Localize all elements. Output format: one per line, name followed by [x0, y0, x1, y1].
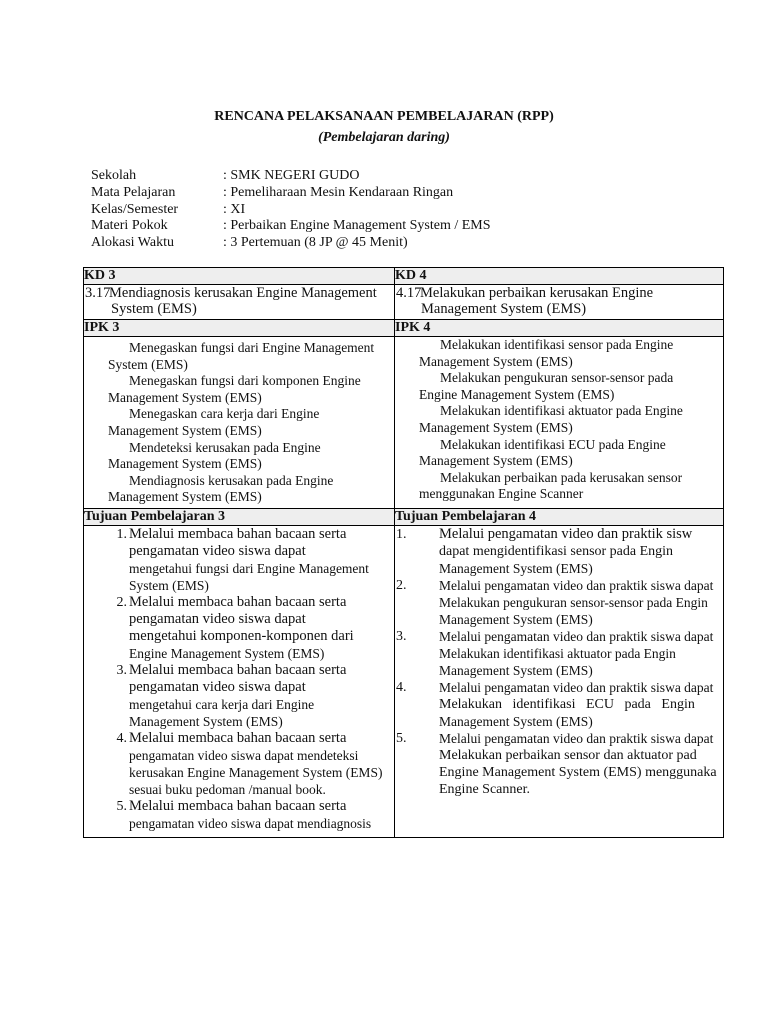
info-label: Sekolah: [91, 168, 137, 183]
ipk4-item: Melakukan pengukuran sensor-sensor pada Engine Management System (EMS): [419, 370, 674, 402]
ipk4-item: Melakukan identifikasi aktuator pada Engine Management System (EMS): [419, 403, 683, 435]
tp4-header: Tujuan Pembelajaran 4: [395, 508, 724, 525]
ipk3-item: Menegaskan cara kerja dari Engine Management System (EMS): [108, 406, 320, 438]
tp4-item: 3. Melalui pengamatan video dan praktik siswa dapat Melakukan identifikasi aktuator pada Engin Management System (EMS): [396, 628, 714, 678]
ipk3-item: Mendeteksi kerusakan pada Engine Management System (EMS): [108, 439, 321, 472]
kd3-cell: [84, 285, 395, 320]
kd-header-row: [84, 268, 724, 285]
info-value: : Perbaikan Engine Management System / EMS: [223, 218, 491, 234]
info-value: : XI: [223, 201, 246, 217]
tp3-item: 2. Melalui membaca bahan bacaan serta pengamatan video siswa dapat mengetahui komponen-komponen dari Engine Management System (EMS): [116, 593, 354, 661]
tp3-item: 1. Melalui membaca bahan bacaan serta pengamatan video siswa dapat mengetahui fungsi dari Engine Management System (EMS): [116, 525, 369, 593]
kd4-text-line2: Management System (EMS): [421, 301, 587, 317]
tp3-item: 4. Melalui membaca bahan bacaan serta pengamatan video siswa dapat mendeteksi kerusakan Engine Management System (EMS) sesuai buku pedoman /manual book.: [116, 729, 383, 797]
ipk4-item: Melakukan identifikasi ECU pada Engine Management System (EMS): [419, 436, 666, 469]
kd3-text-line1: Mendiagnosis kerusakan Engine Management: [109, 285, 377, 301]
kd-row: [84, 285, 724, 320]
tp3-item: 3. Melalui membaca bahan bacaan serta pengamatan video siswa dapat mengetahui cara kerja dari Engine Management System (EMS): [116, 661, 347, 729]
info-label: Mata Pelajaran: [91, 184, 176, 200]
tp4-cell: [395, 525, 724, 837]
tp-header-row: [84, 508, 724, 525]
tp4-item: 2. Melalui pengamatan video dan praktik siswa dapat Melakukan pengukuran sensor-sensor pada Engin Management System (EMS): [396, 577, 714, 627]
info-row: [91, 235, 491, 252]
info-block: [91, 168, 491, 252]
document-subtitle: (Pembelajaran daring): [318, 130, 450, 145]
kd4-cell: [395, 285, 724, 320]
tp4-item: 5. Melalui pengamatan video dan praktik siswa dapat Melakukan perbaikan sensor dan aktuator pad Engine Management System (EMS) menggunaka Engine Scanner.: [396, 730, 717, 797]
tp3-cell: [84, 525, 395, 837]
kd4-header: KD 4: [395, 268, 724, 285]
ipk3-item: Menegaskan fungsi dari Engine Management System (EMS): [108, 340, 375, 372]
tp4-item: 1. Melalui pengamatan video dan praktik sisw dapat mengidentifikasi sensor pada Engin Management System (EMS): [396, 525, 693, 576]
info-row: [91, 185, 491, 202]
kd4-number: 4.17: [396, 285, 422, 301]
ipk4-cell: [395, 337, 724, 509]
info-value: : Pemeliharaan Mesin Kendaraan Ringan: [223, 184, 454, 200]
document-title: RENCANA PELAKSANAAN PEMBELAJARAN (RPP): [214, 109, 554, 124]
ipk3-cell: [84, 337, 395, 509]
info-row: [91, 168, 491, 185]
info-row: [91, 218, 491, 235]
ipk-header-row: [84, 320, 724, 337]
info-label: Alokasi Waktu: [91, 235, 174, 251]
ipk-row: [84, 337, 724, 509]
ipk4-item: Melakukan perbaikan pada kerusakan sensor menggunakan Engine Scanner: [419, 469, 683, 502]
ipk4-header: IPK 4: [395, 320, 724, 337]
ipk3-header: IPK 3: [84, 320, 395, 337]
ipk4-item: Melakukan identifikasi sensor pada Engine Management System (EMS): [419, 337, 674, 369]
info-label: Kelas/Semester: [91, 201, 179, 217]
info-value: : 3 Pertemuan (8 JP @ 45 Menit): [223, 235, 408, 251]
info-label: Materi Pokok: [91, 218, 168, 234]
tp3-item: 5. Melalui membaca bahan bacaan serta pengamatan video siswa dapat mendiagnosis: [116, 797, 372, 831]
tp4-item: 4. Melalui pengamatan video dan praktik siswa dapat Melakukan identifikasi ECU pada Engin Management System (EMS): [396, 679, 714, 729]
tp3-header: Tujuan Pembelajaran 3: [84, 508, 395, 525]
kd3-number: 3.17: [85, 285, 111, 301]
info-value: : SMK NEGERI GUDO: [223, 168, 360, 183]
tp-row: [84, 525, 724, 837]
kd4-text-line1: Melakukan perbaikan kerusakan Engine: [420, 285, 654, 301]
rpp-table: [83, 267, 724, 838]
info-row: [91, 202, 491, 219]
ipk3-item: Mendiagnosis kerusakan pada Engine Management System (EMS): [108, 472, 334, 505]
kd3-header: KD 3: [84, 268, 395, 285]
ipk3-item: Menegaskan fungsi dari komponen Engine Management System (EMS): [108, 373, 361, 405]
kd3-text-line2: System (EMS): [111, 301, 197, 317]
